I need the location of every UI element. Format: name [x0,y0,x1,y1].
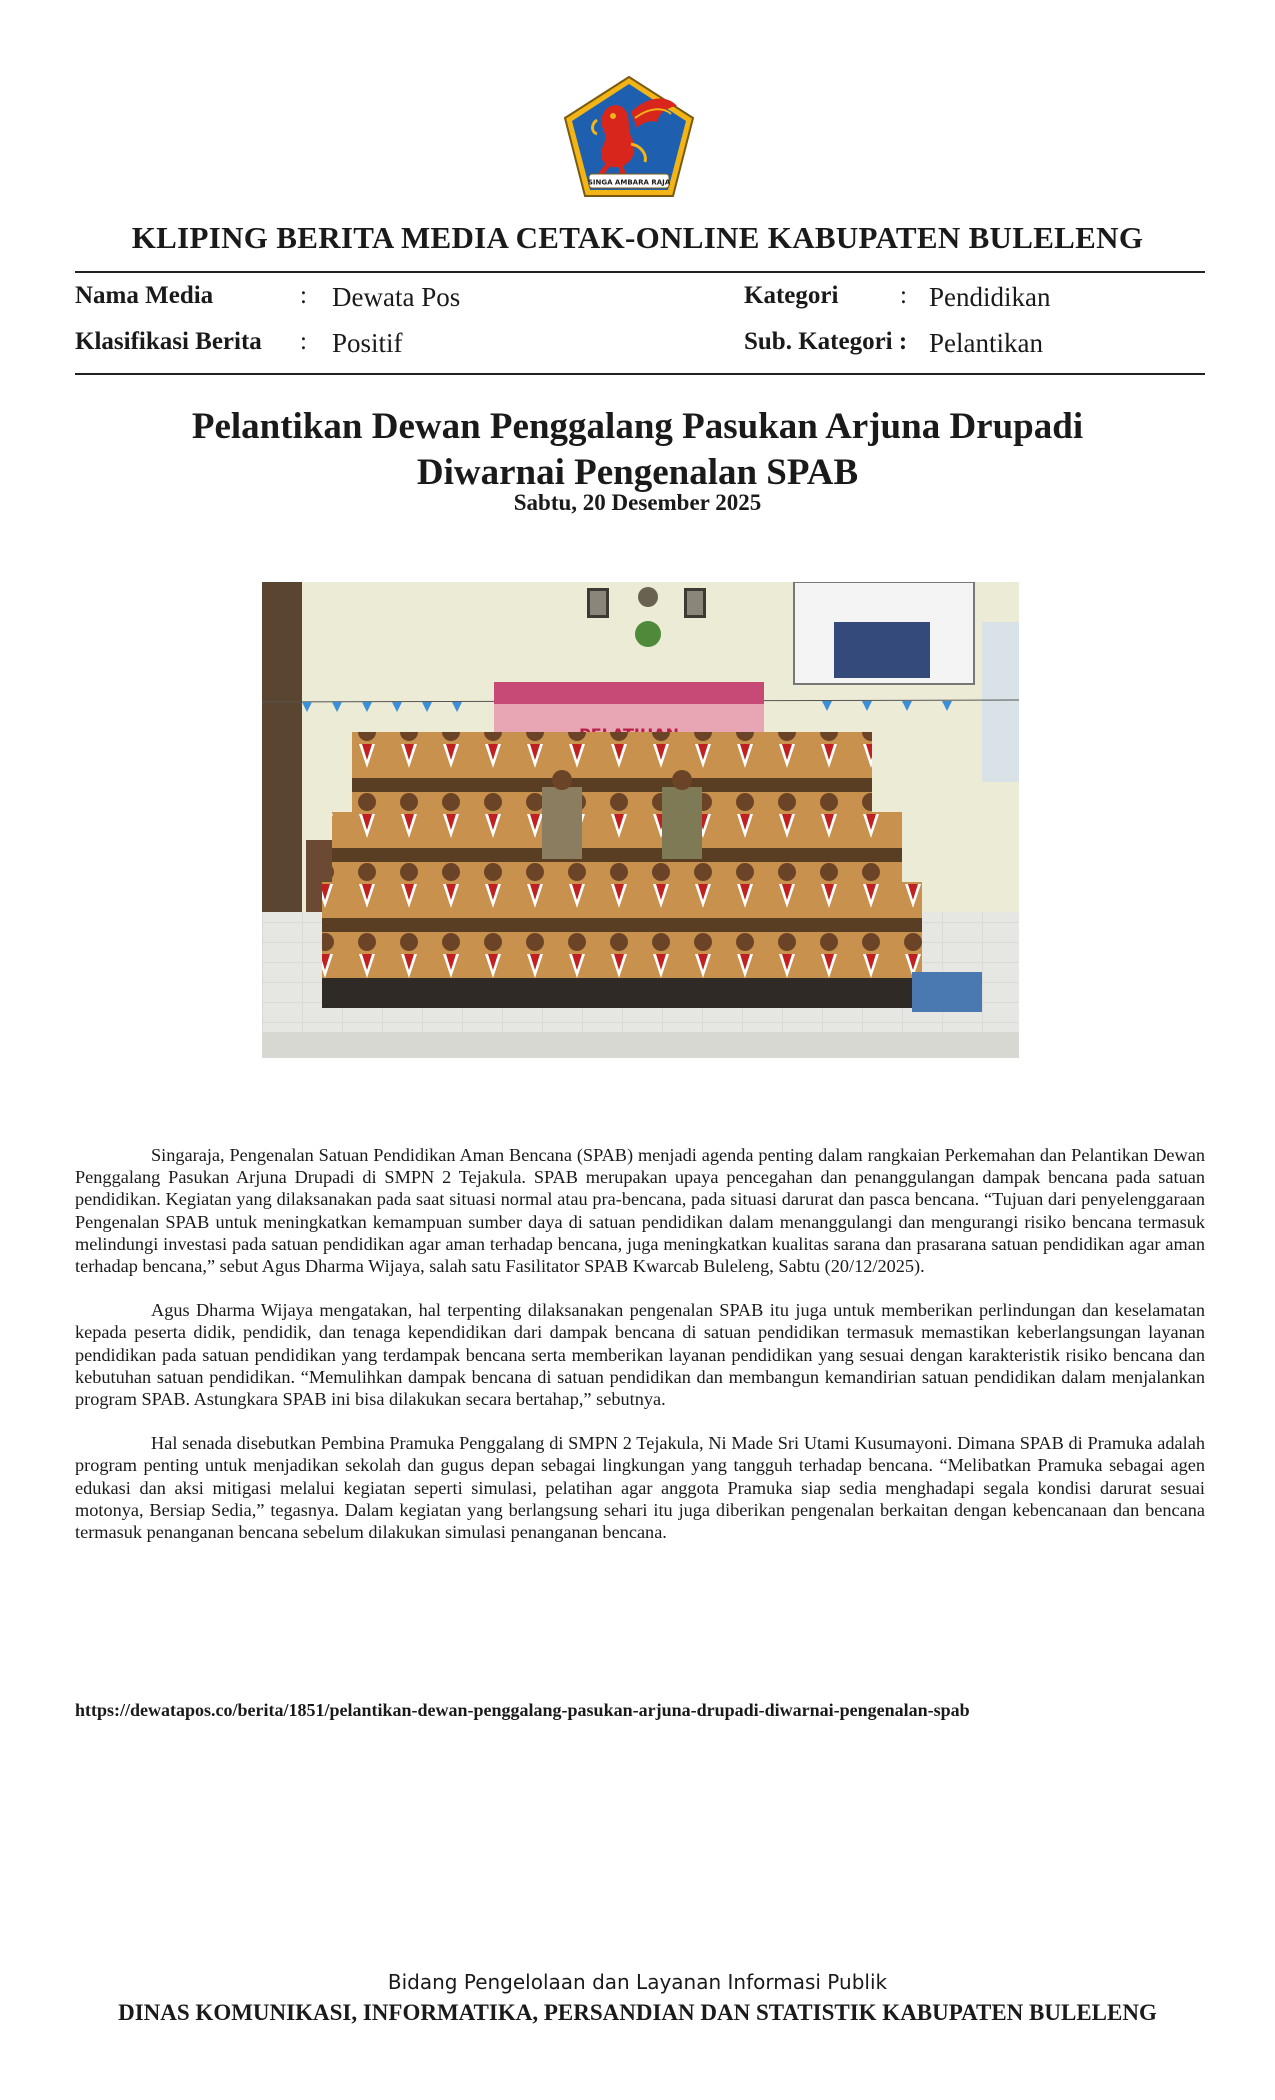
article-paragraph-3: Hal senada disebutkan Pembina Pramuka Penggalang di SMPN 2 Tejakula, Ni Made Sri Utami Kusumayoni. Dimana SPAB di Pramuka adalah program penting untuk menjadikan sekolah dan gugus depan sebagai lingkungan yang tangguh terhadap bencana. “Melibatkan Pramuka sebagai agen edukasi dan aksi mitigasi melalui kegiatan seperti simulasi, pelatihan agar anggota Pramuka siap sedia menghadapi segala kondisi darurat sesuai motonya, Bersiap Sedia,” tegasnya. Dalam kegiatan yang berlangsung sehari itu juga diberikan pengenalan berkaitan dengan kebencanaan dan bencana termasuk penanganan bencana sebelum dilakukan simulasi penanganan bencana. [75,1433,1205,1543]
header-top-rule [75,271,1205,273]
classification-label: Klasifikasi Berita [75,328,262,355]
article-headline-line1: Pelantikan Dewan Penggalang Pasukan Arjuna Drupadi [191,406,1084,447]
media-name-colon: : [300,282,307,309]
article-body [75,1144,1205,1565]
media-name-value: Dewata Pos [332,282,461,312]
logo-motto: SINGA AMBARA RAJA [587,178,671,187]
media-name-label: Nama Media [75,282,214,309]
article-photo [262,582,1019,1058]
classification-value: Positif [332,328,403,358]
article-headline-line2: Diwarnai Pengenalan SPAB [416,452,859,493]
classification-colon: : [300,328,307,355]
subcategory-label: Sub. Kategori : [744,328,908,355]
header-bottom-rule [75,373,1205,375]
category-colon: : [900,282,907,309]
lion-emblem-icon [561,74,697,200]
source-url-link[interactable]: https://dewatapos.co/berita/1851/pelantikan-dewan-penggalang-pasukan-arjuna-drupadi-diwarnai-pengenalan-spab [75,1700,970,1720]
article-date: Sabtu, 20 Desember 2025 [513,490,762,515]
group-photo-illustration [262,582,1019,1058]
subcategory-value: Pelantikan [929,328,1043,358]
category-value: Pendidikan [929,282,1051,312]
category-label: Kategori [744,282,839,309]
footer-agency: DINAS KOMUNIKASI, INFORMATIKA, PERSANDIAN DAN STATISTIK KABUPATEN BULELENG [118,2000,1157,2025]
article-paragraph-2: Agus Dharma Wijaya mengatakan, hal terpenting dilaksanakan pengenalan SPAB itu juga untuk memberikan perlindungan dan keselamatan kepada peserta didik, pendidik, dan tenaga kependidikan dari dampak bencana di satuan pendidikan termasuk memastikan keberlangsungan layanan pendidikan pada satuan pendidikan yang terdampak bencana serta memberikan layanan pendidikan yang sesuai dengan karakteristik risiko bencana dan kebutuhan satuan pendidikan. “Memulihkan dampak bencana di satuan pendidikan dan membangun kemandirian satuan pendidikan dalam menjalankan program SPAB. Astungkara SPAB ini bisa dilakukan secara bertahap,” sebutnya. [75,1300,1205,1410]
kabupaten-buleleng-logo [561,74,697,200]
clipping-header-title: KLIPING BERITA MEDIA CETAK-ONLINE KABUPATEN BULELENG [131,220,1144,255]
footer-division: Bidang Pengelolaan dan Layanan Informasi Publik [387,1970,888,1994]
article-paragraph-1: Singaraja, Pengenalan Satuan Pendidikan Aman Bencana (SPAB) menjadi agenda penting dalam rangkaian Perkemahan dan Pelantikan Dewan Penggalang Pasukan Arjuna Drupadi di SMPN 2 Tejakula. SPAB merupakan upaya pencegahan dan penanggulangan dampak bencana pada satuan pendidikan. Kegiatan yang dilaksanakan pada saat situasi normal atau pra-bencana, pada situasi darurat dan pasca bencana. “Tujuan dari penyelenggaraan Pengenalan SPAB untuk meningkatkan kemampuan sumber daya di satuan pendidikan dalam menanggulangi dan mengurangi risiko bencana termasuk melindungi investasi pada satuan pendidikan agar aman terhadap bencana, juga meningkatkan kualitas sarana dan prasarana satuan pendidikan agar aman terhadap bencana,” sebut Agus Dharma Wijaya, salah satu Fasilitator SPAB Kwarcab Buleleng, Sabtu (20/12/2025). [75,1145,1205,1277]
